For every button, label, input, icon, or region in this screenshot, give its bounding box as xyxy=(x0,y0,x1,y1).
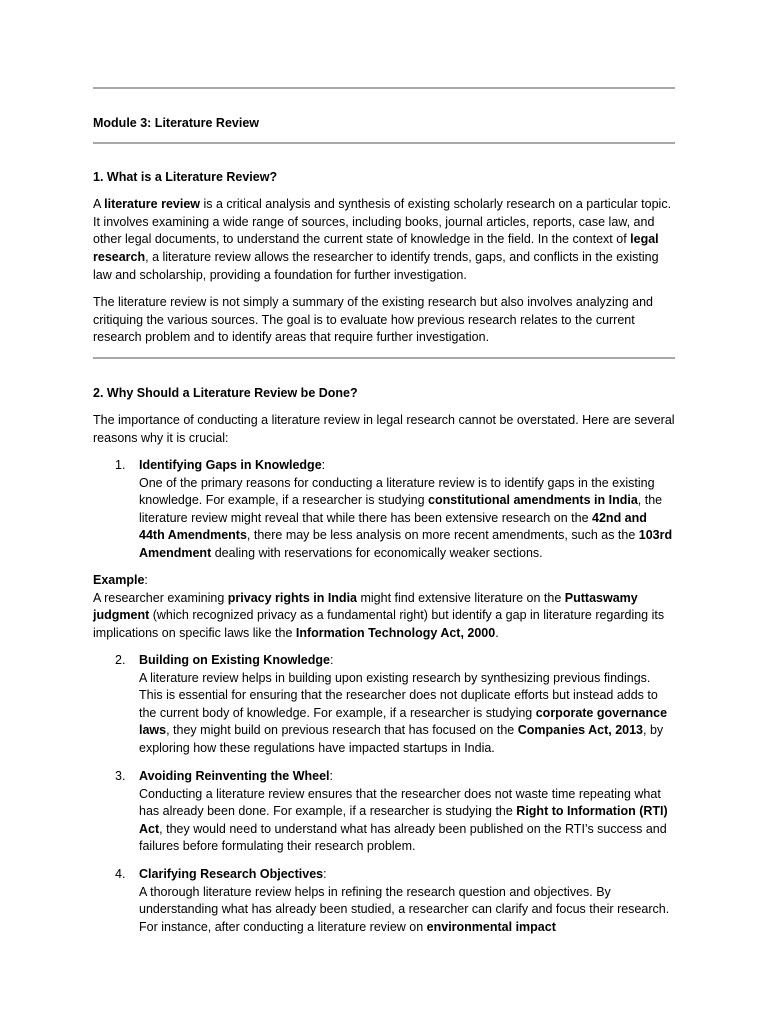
example-text: A researcher examining privacy rights in India might find extensive literature on the Puttaswamy judgment (which recognized privacy as a fundamental right) but identify a gap in literature regarding its implications on specific laws like the Information Technology Act, 2000. xyxy=(93,590,665,641)
list-item-title: Avoiding Reinventing the Wheel xyxy=(139,769,330,783)
section1-heading: 1. What is a Literature Review? xyxy=(93,170,278,184)
section1-paragraph-1: A literature review is a critical analysis and synthesis of existing scholarly research on a particular topic. It involves examining a wide range of sources, including books, journal articles, reports, case law, and other legal documents, to understand the current state of knowledge in the field. In the context of legal research, a literature review allows the researcher to identify trends, gaps, and conflicts in the existing law and scholarship, providing a foundation for further investigation. xyxy=(93,197,672,282)
list-item-body: Clarifying Research Objectives: A thorough literature review helps in refining the research question and objectives. By understanding what has already been studied, a researcher can clarify and focus their research. For instance, after conducting a literature review on environmental impact xyxy=(139,866,675,936)
list-item-text: Conducting a literature review ensures that the researcher does not waste time repeating what has already been done. For example, if a researcher is studying the Right to Information (RTI) Act, they would need to understand what has already been published on the RTI’s success and failures before formulating their research problem. xyxy=(139,786,668,854)
example-label: Example xyxy=(93,573,145,587)
list-item-text: A literature review helps in building upon existing research by synthesizing previous findings. This is essential for ensuring that the researcher does not duplicate efforts but instead adds to the current body of knowledge. For example, if a researcher is studying corporate governance laws, they might build on previous research that has focused on the Companies Act, 2013, by exploring how these regulations have impacted startups in India. xyxy=(139,670,668,755)
section2-heading: 2. Why Should a Literature Review be Done? xyxy=(93,386,358,400)
bold-term: literature review xyxy=(104,197,201,211)
module-divider xyxy=(93,142,675,144)
list-item-title: Clarifying Research Objectives xyxy=(139,867,324,881)
list-number: 3. xyxy=(115,769,126,783)
example-block: Example: A researcher examining privacy rights in India might find extensive literature on the Puttaswamy judgment (which recognized privacy as a fundamental right) but identify a gap in literature regarding its implications on specific laws like the Information Technology Act, 2000. xyxy=(93,573,665,641)
bold-term: Information Technology Act, 2000 xyxy=(295,626,496,641)
section-divider xyxy=(93,357,675,359)
list-item-title: Identifying Gaps in Knowledge xyxy=(139,458,322,472)
list-item-body: Building on Existing Knowledge: A literature review helps in building upon existing research by synthesizing previous findings. This is essential for ensuring that the researcher does not duplicate efforts but instead adds to the current body of knowledge. For example, if a researcher is studying corporate governance laws, they might build on previous research that has focused on the Companies Act, 2013, by exploring how these regulations have impacted startups in India. xyxy=(139,652,675,758)
bold-term: privacy rights in India xyxy=(227,590,357,605)
bold-term: 103rd Amendment xyxy=(139,528,673,560)
list-number: 2. xyxy=(115,653,126,667)
bold-term: environmental impact xyxy=(426,919,556,934)
bold-term: 42nd and 44th Amendments xyxy=(139,510,647,543)
list-number: 1. xyxy=(115,458,126,472)
list-item-text: One of the primary reasons for conducting a literature review is to identify gaps in the existing knowledge. For example, if a researcher is studying constitutional amendments in India, the literature review might reveal that while there has been extensive research on the 42nd and 44th Amendments, there may be less analysis on more recent amendments, such as the 103rd Amendment dealing with reservations for economically weaker sections. xyxy=(139,475,673,560)
bold-term: Puttaswamy judgment xyxy=(93,590,638,623)
list-item-body: Avoiding Reinventing the Wheel: Conducting a literature review ensures that the researcher does not waste time repeating what has already been done. For example, if a researcher is studying the Right to Information (RTI) Act, they would need to understand what has already been published on the RTI’s success and failures before formulating their research problem. xyxy=(139,768,675,856)
list-item-text: A thorough literature review helps in refining the research question and objectives. By understanding what has already been studied, a researcher can clarify and focus their research. For instance, after conducting a literature review on environmental impact xyxy=(139,884,670,934)
section1-paragraph-2: The literature review is not simply a summary of the existing research but also involves analyzing and critiquing the various sources. The goal is to evaluate how previous research relates to the current research problem and to identify areas that require further investigation. xyxy=(93,295,653,345)
bold-term: Companies Act, 2013 xyxy=(517,723,643,738)
bold-term: legal research xyxy=(93,232,659,265)
bold-term: Right to Information (RTI) Act xyxy=(139,804,668,836)
bold-term: corporate governance laws xyxy=(139,705,668,738)
bold-term: constitutional amendments in India xyxy=(428,493,638,508)
top-divider xyxy=(93,87,675,89)
section2-intro: The importance of conducting a literature review in legal research cannot be overstated. Here are several reasons why it is crucial: xyxy=(93,413,675,445)
list-number: 4. xyxy=(115,867,126,881)
list-item-title: Building on Existing Knowledge xyxy=(139,653,330,667)
module-title: Module 3: Literature Review xyxy=(93,116,260,130)
list-item-body: Identifying Gaps in Knowledge: One of the primary reasons for conducting a literature review is to identify gaps in the existing knowledge. For example, if a researcher is studying constitutional amendments in India, the literature review might reveal that while there has been extensive research on the 42nd and 44th Amendments, there may be less analysis on more recent amendments, such as the 103rd Amendment dealing with reservations for economically weaker sections. xyxy=(139,457,675,563)
